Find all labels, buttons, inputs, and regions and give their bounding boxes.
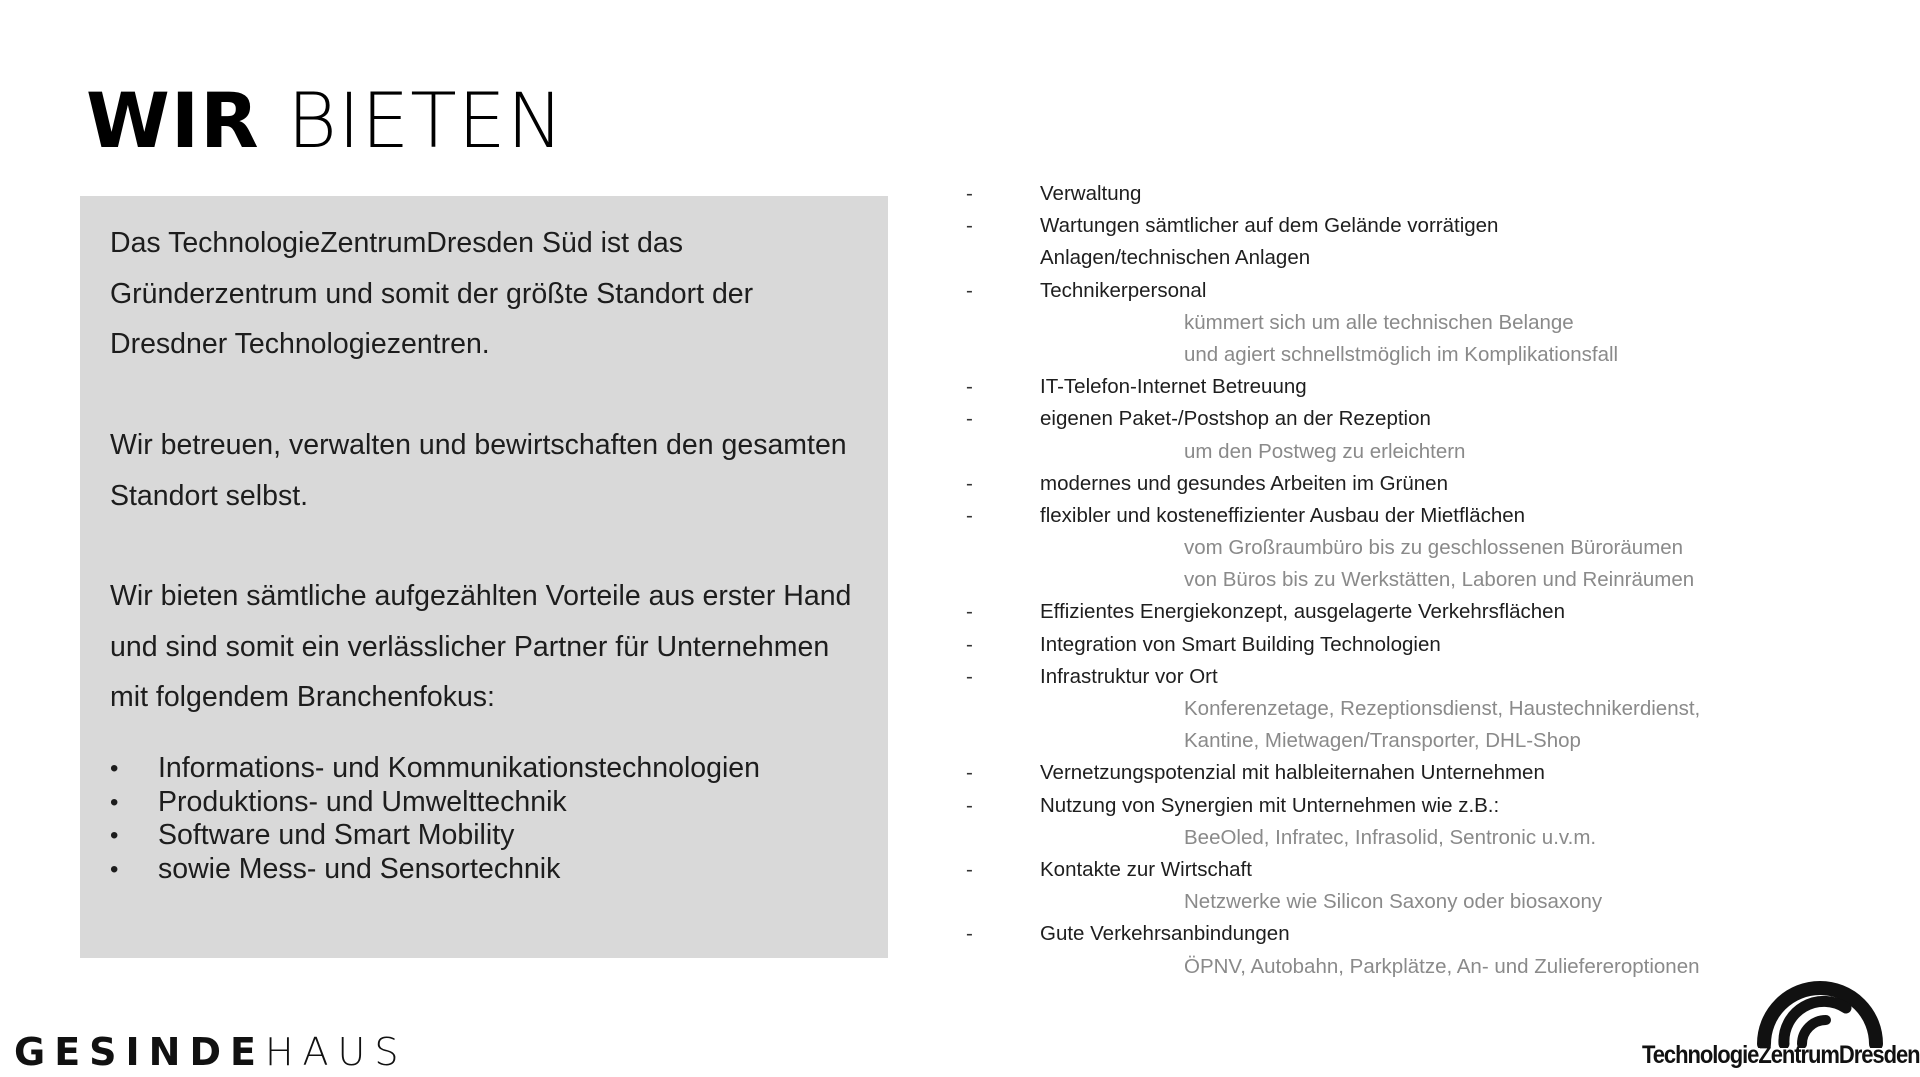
benefit-text: Nutzung von Synergien mit Unternehmen wie z.B.: xyxy=(1040,793,1500,817)
benefit-text: modernes und gesundes Arbeiten im Grünen xyxy=(1040,471,1448,495)
gesindehaus-logo: GESINDEHAUS xyxy=(14,1030,408,1074)
intro-paragraph-2: Wir betreuen, verwalten und bewirtschaften den gesamten Standort selbst. xyxy=(110,429,847,512)
technologiezentrum-logo xyxy=(1640,978,1920,1077)
benefits-list xyxy=(966,178,1866,983)
benefit-text: Kontakte zur Wirtschaft xyxy=(1040,857,1252,881)
focus-item: • sowie Mess- und Sensortechnik xyxy=(110,852,561,885)
bullet-icon: • xyxy=(110,755,119,782)
benefit-detail-text: BeeOled, Infratec, Infrasolid, Sentronic u.v.m. xyxy=(1184,825,1597,849)
benefit-detail xyxy=(966,339,1866,371)
benefit-text: flexibler und kosteneffizienter Ausbau der Mietflächen xyxy=(1040,503,1526,527)
benefit-item xyxy=(966,210,1866,242)
benefit-detail xyxy=(966,532,1866,564)
dash-bullet-icon: - xyxy=(966,761,973,785)
benefit-item xyxy=(966,629,1866,661)
benefit-detail-text: von Büros bis zu Werkstätten, Laboren und Reinräumen xyxy=(1184,568,1695,592)
benefit-text: Vernetzungspotenzial mit halbleiternahen Unternehmen xyxy=(1040,761,1545,785)
benefit-text: Technikerpersonal xyxy=(1040,278,1207,302)
benefit-item xyxy=(966,275,1866,307)
benefit-text: IT-Telefon-Internet Betreuung xyxy=(1040,375,1307,399)
benefit-item xyxy=(966,790,1866,822)
partner-logo-text: TechnologieZentrumDresden xyxy=(1642,1041,1920,1069)
benefit-detail xyxy=(966,693,1866,725)
benefit-item xyxy=(966,500,1866,532)
arc-logo-icon xyxy=(1750,978,1890,1048)
dash-bullet-icon: - xyxy=(966,182,973,205)
dash-bullet-icon: - xyxy=(966,407,973,431)
title-light: BIETEN xyxy=(287,76,565,165)
dash-bullet-icon: - xyxy=(966,632,973,656)
benefit-detail-text: Netzwerke wie Silicon Saxony oder biosaxony xyxy=(1184,890,1603,914)
benefit-item xyxy=(966,661,1866,693)
benefit-item xyxy=(966,854,1866,886)
dash-bullet-icon: - xyxy=(966,793,973,817)
focus-item: • Produktions- und Umwelttechnik xyxy=(110,785,567,818)
benefit-item xyxy=(966,242,1866,274)
benefit-item xyxy=(966,918,1866,950)
bullet-icon: • xyxy=(110,822,119,849)
benefit-detail xyxy=(966,307,1866,339)
benefit-text: Gute Verkehrsanbindungen xyxy=(1040,922,1290,946)
benefit-text: Verwaltung xyxy=(1040,182,1142,205)
dash-bullet-icon: - xyxy=(966,471,973,495)
focus-item: • Informations- und Kommunikationstechnologien xyxy=(110,752,761,784)
benefit-detail-text: kümmert sich um alle technischen Belange xyxy=(1184,310,1574,334)
dash-bullet-icon: - xyxy=(966,922,973,946)
bullet-icon: • xyxy=(110,788,119,816)
title-bold: WIR xyxy=(86,76,260,165)
benefit-detail-text: und agiert schnellstmöglich im Komplikationsfall xyxy=(1184,342,1619,366)
dash-bullet-icon: - xyxy=(966,278,973,302)
benefit-text: Infrastruktur vor Ort xyxy=(1040,664,1218,688)
benefit-item xyxy=(966,371,1866,403)
page-title xyxy=(86,76,565,165)
benefit-detail xyxy=(966,886,1866,918)
benefit-text: eigenen Paket-/Postshop an der Rezeption xyxy=(1040,407,1431,431)
dash-bullet-icon: - xyxy=(966,503,973,527)
benefit-item xyxy=(966,403,1866,435)
benefit-detail-text: um den Postweg zu erleichtern xyxy=(1184,439,1466,463)
intro-paragraph-1: Das TechnologieZentrumDresden Süd ist das Gründerzentrum und somit der größte Standort der Dresdner Technologiezentren. xyxy=(110,227,754,360)
benefit-detail xyxy=(966,725,1866,757)
benefit-detail-text: Konferenzetage, Rezeptionsdienst, Haustechnikerdienst, xyxy=(1184,697,1701,720)
benefit-item xyxy=(966,596,1866,628)
dash-bullet-icon: - xyxy=(966,600,973,624)
benefit-item xyxy=(966,178,1866,210)
dash-bullet-icon: - xyxy=(966,214,973,238)
benefit-item xyxy=(966,468,1866,500)
intro-box xyxy=(80,196,888,958)
benefit-text: Anlagen/technischen Anlagen xyxy=(1040,246,1311,270)
dash-bullet-icon: - xyxy=(966,857,973,881)
benefit-detail-text: ÖPNV, Autobahn, Parkplätze, An- und Zuliefereroptionen xyxy=(1184,954,1700,978)
benefit-detail-text: Kantine, Mietwagen/Transporter, DHL-Shop xyxy=(1184,729,1581,753)
benefit-text: Integration von Smart Building Technologien xyxy=(1040,632,1441,656)
industry-focus-list xyxy=(110,752,870,886)
benefit-text: Effizientes Energiekonzept, ausgelagerte Verkehrsflächen xyxy=(1040,600,1565,624)
benefit-detail xyxy=(966,822,1866,854)
dash-bullet-icon: - xyxy=(966,375,973,399)
benefit-detail-text: vom Großraumbüro bis zu geschlossenen Büroräumen xyxy=(1184,536,1684,560)
focus-item: • Software und Smart Mobility xyxy=(110,819,515,851)
benefit-detail xyxy=(966,436,1866,468)
dash-bullet-icon: - xyxy=(966,664,973,688)
benefit-text: Wartungen sämtlicher auf dem Gelände vorrätigen xyxy=(1040,214,1499,238)
benefit-detail xyxy=(966,564,1866,596)
intro-paragraph-3: Wir bieten sämtliche aufgezählten Vorteile aus erster Hand und sind somit ein verlässlicher Partner für Unternehmen mit folgendem Branchenfokus: xyxy=(110,580,852,713)
benefit-item xyxy=(966,757,1866,789)
bullet-icon: • xyxy=(110,855,119,883)
